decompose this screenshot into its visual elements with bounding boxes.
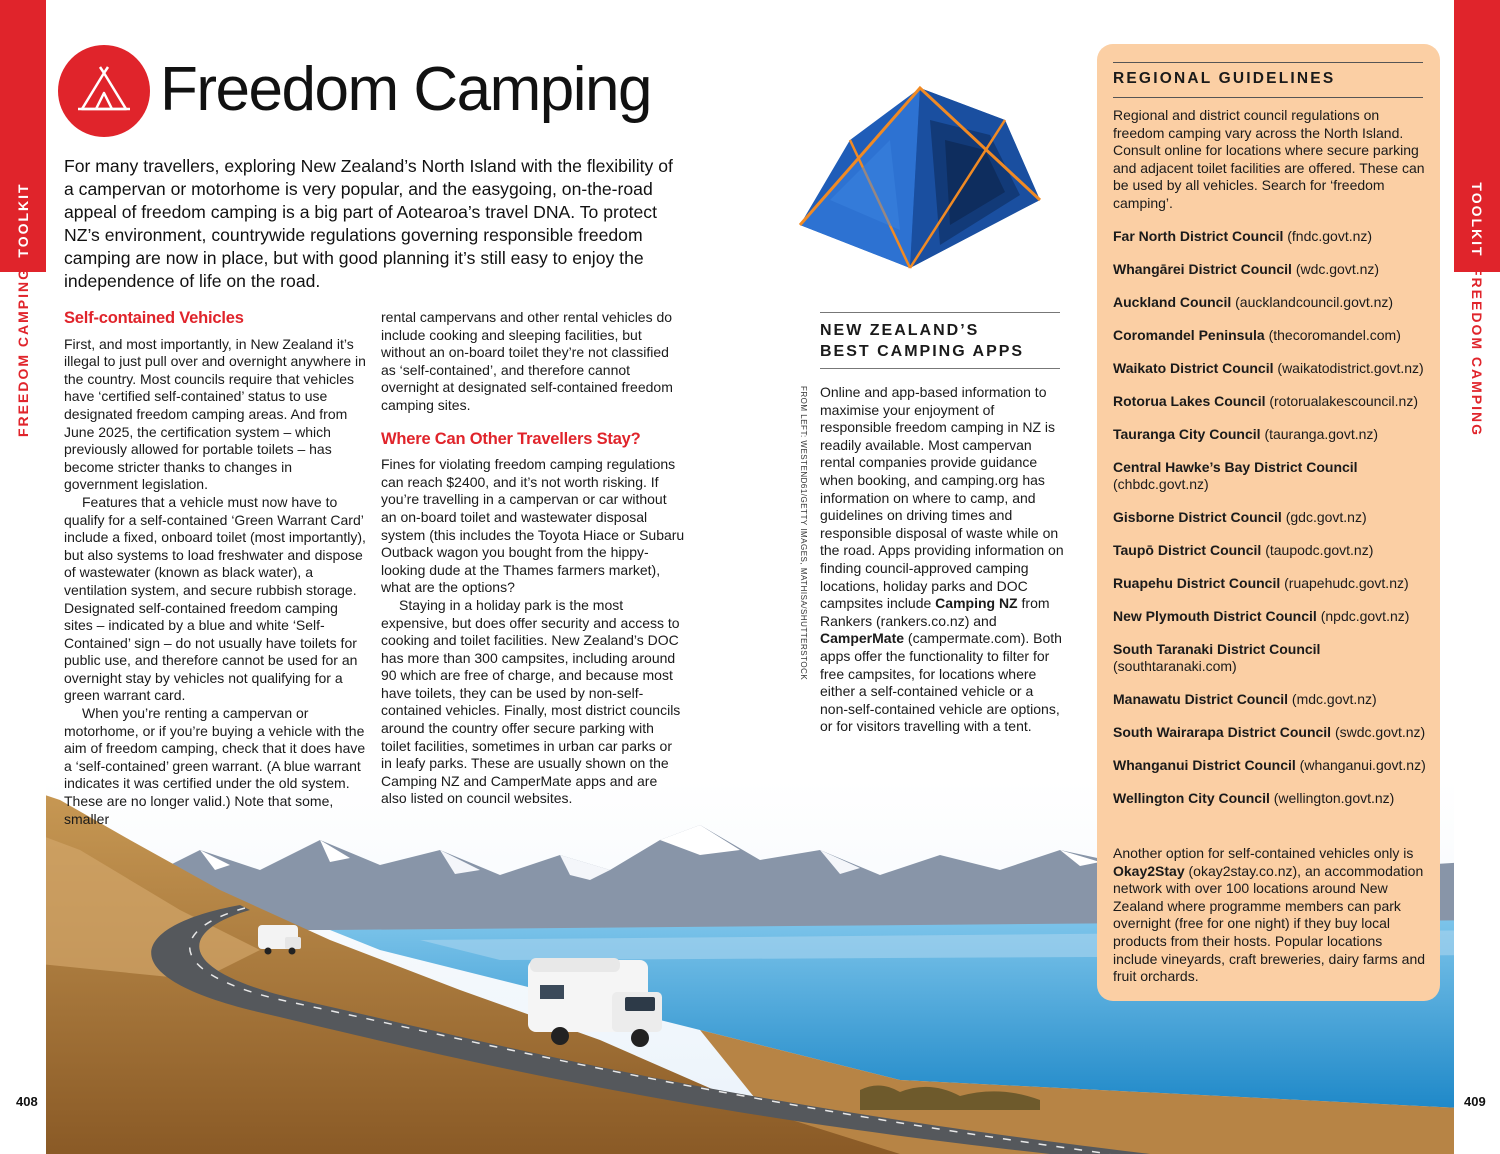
toolkit-tab-label-right: TOOLKIT [1469,182,1485,258]
council-name: Tauranga City Council [1113,426,1261,442]
outro-text-2: (okay2stay.co.nz), an accommodation network with over 100 locations around New Zealand where programme members can park overnight (free for one night) if they buy local products from their hosts. Popular locations include vineyards, craft breweries, dairy farms and fruit orchards. [1113,862,1426,985]
council-item [1113,509,1431,526]
council-item [1113,790,1431,807]
council-name: Whangārei District Council [1113,261,1292,277]
apps-rule-bottom [820,368,1060,369]
apps-heading-line-1: NEW ZEALAND’S [820,322,980,339]
left-side-tab [0,0,46,1154]
right-side-tab [1454,0,1500,1154]
section2-paragraph-1: Fines for violating freedom camping regulations can reach $2400, and it’s not worth risking. If you’re travelling in a campervan or car without an on-board toilet and wastewater disposal system (this includes the Toyota Hiace or Subaru Outback wagon you bought from the hippy-looking dude at the Thames farmers market), what are the options? [381,456,685,596]
council-website: (swdc.govt.nz) [1334,724,1426,740]
council-name: Far North District Council [1113,228,1284,244]
council-name: Auckland Council [1113,294,1232,310]
section-heading-other-travellers: Where Can Other Travellers Stay? [381,429,641,448]
council-name: Taupō District Council [1113,542,1262,558]
page-number-left: 408 [16,1094,38,1109]
council-item [1113,360,1431,377]
regional-heading: REGIONAL GUIDELINES [1113,70,1336,87]
regional-rule-bottom [1113,97,1423,98]
page-title: Freedom Camping [160,55,651,124]
apps-heading-line-2: BEST CAMPING APPS [820,343,1025,360]
council-item [1113,327,1431,344]
council-name: Coromandel Peninsula [1113,327,1265,343]
page-number-right: 409 [1464,1094,1486,1109]
council-name: Gisborne District Council [1113,509,1282,525]
freedom-camping-tab-label: FREEDOM CAMPING [15,267,31,437]
council-item [1113,641,1431,675]
council-item [1113,691,1431,708]
outro-text-1: Another option for self-contained vehicles only is [1113,845,1414,861]
section1-paragraph-2: Features that a vehicle must now have to qualify for a self-contained ‘Green Warrant Card’ include a fixed, onboard toilet (most importantly), but also systems to load freshwater and dispose of wastewater (known as black water), a ventilation system, and secure rubbish storage. Designated self-contained freedom camping sites – indicated by a blue and white ‘Self-Contained’ sign – do not usually have toilets for public use, and therefore cannot be used for an overnight stay by vehicles not qualifying for a green warrant card. [64,493,366,704]
section-heading-self-contained: Self-contained Vehicles [64,309,244,327]
section1-paragraph-1: First, and most importantly, in New Zealand it’s illegal to just pull over and overnight anywhere in the country. Most councils require that vehicles have ‘certified self-contained’ status to use designated freedom camping areas. And from June 2025, the certification system – which previously allowed for portable toilets – has become stricter thanks to changes in government legislation. [64,335,366,493]
council-website: (chbdc.govt.nz) [1113,476,1209,492]
apps-body [820,384,1065,736]
section1-paragraph-4: rental campervans and other rental vehicles do include cooking and sleeping facilities, but without an on-board toilet they’re not classified as ‘self-contained’, and therefore cannot overnight at designated self-contained freedom camping sites. [381,309,673,413]
council-name: Whanganui District Council [1113,757,1296,773]
council-item [1113,724,1431,741]
council-name: Ruapehu District Council [1113,575,1281,591]
council-website: (taupodc.govt.nz) [1265,542,1374,558]
council-item [1113,459,1431,493]
council-website: (ruapehudc.govt.nz) [1284,575,1409,591]
council-website: (southtaranaki.com) [1113,658,1237,674]
council-website: (gdc.govt.nz) [1285,509,1367,525]
council-website: (npdc.govt.nz) [1320,608,1410,624]
council-website: (rotorualakescouncil.nz) [1269,393,1418,409]
council-name: South Wairarapa District Council [1113,724,1332,740]
apps-rule-top [820,312,1060,313]
photo-credit [796,386,808,681]
regional-guidelines-box [1097,44,1440,1001]
regional-rule-top [1113,62,1423,63]
council-name: South Taranaki District Council [1113,641,1321,657]
column-middle [381,309,686,808]
council-item [1113,294,1431,311]
section1-paragraph-3: When you’re renting a campervan or motorhome, or if you’re buying a vehicle with the aim of freedom camping, check that it does have a ‘self-contained’ green warrant. (A blue warrant indicates it was certified under the old system. These are no longer valid.) Note that some, smaller [64,705,366,827]
council-name: Central Hawke’s Bay District Council [1113,459,1358,475]
council-website: (aucklandcouncil.govt.nz) [1235,294,1394,310]
toolkit-tab-label: TOOLKIT [15,182,31,258]
council-website: (whanganui.govt.nz) [1299,757,1426,773]
apps-campermate: CamperMate [820,630,905,647]
council-website: (wellington.govt.nz) [1273,790,1395,806]
council-website: (fndc.govt.nz) [1287,228,1373,244]
council-item [1113,757,1431,774]
regional-outro [1113,845,1428,986]
council-website: (thecoromandel.com) [1268,327,1401,343]
council-name: Wellington City Council [1113,790,1270,806]
council-website: (wdc.govt.nz) [1295,261,1380,277]
apps-camping-nz: Camping NZ [935,595,1018,612]
regional-intro: Regional and district council regulations on freedom camping vary across the North Island. Consult online for locations where secure parking and adjacent toilet facilities are offered. These can be used by all vehicles. Search for ‘freedom camping’. [1113,107,1425,211]
council-list [1113,228,1431,823]
freedom-camping-tab-label-right: FREEDOM CAMPING [1469,267,1485,437]
council-name: Manawatu District Council [1113,691,1289,707]
apps-heading [820,320,1060,362]
council-name: New Plymouth District Council [1113,608,1317,624]
council-website: (tauranga.govt.nz) [1264,426,1379,442]
column-left [64,310,369,828]
tent-icon [58,45,150,137]
apps-text-1: Online and app-based information to maximise your enjoyment of responsible freedom camping in NZ is readily available. Most campervan rental companies provide guidance when booking, and camping.org has information on where to camp, and guidelines on driving times and responsible disposal of waste while on the road. Apps providing information on finding council-approved camping locations, holiday parks and DOC campsites include [820,384,1064,612]
council-item [1113,228,1431,245]
council-item [1113,261,1431,278]
photo-credit-text: FROM LEFT: WESTEND61/GETTY IMAGES, MATHISA/SHUTTERSTOCK [799,386,808,681]
council-item [1113,575,1431,592]
apps-text-2: from Rankers (rankers.co.nz) and [820,595,1050,629]
council-name: Waikato District Council [1113,360,1274,376]
council-item [1113,542,1431,559]
intro-paragraph: For many travellers, exploring New Zealand’s North Island with the flexibility of a campervan or motorhome is very popular, and the easygoing, on-the-road appeal of freedom camping is a big part of Aotearoa’s travel DNA. To protect NZ’s environment, countrywide regulations governing responsible freedom camping are now in place, but with good planning it’s still easy to enjoy the independence of life on the road. [64,156,673,291]
council-item [1113,426,1431,443]
section2-paragraph-2: Staying in a holiday park is the most expensive, but does offer security and access to cooking and toilet facilities. New Zealand’s DOC has more than 300 campsites, including around 90 which are free of charge, and because most have toilets, they can be used by non-self-contained vehicles. Finally, most district councils around the country offer secure parking with toilet facilities, sometimes in urban car parks or in leafy parks. These are usually shown on the Camping NZ and CamperMate apps and are also listed on council websites. [381,596,681,807]
council-item [1113,608,1431,625]
council-name: Rotorua Lakes Council [1113,393,1266,409]
council-website: (waikatodistrict.govt.nz) [1277,360,1424,376]
apps-text-3: (campermate.com). Both apps offer the functionality to filter for free campsites, for locations where either a self-contained vehicle or a non-self-contained vehicle are options, or for visitors travelling with a tent. [820,630,1062,735]
okay2stay: Okay2Stay [1113,862,1185,879]
council-item [1113,393,1431,410]
council-website: (mdc.govt.nz) [1291,691,1377,707]
tent-photo [790,80,1045,280]
